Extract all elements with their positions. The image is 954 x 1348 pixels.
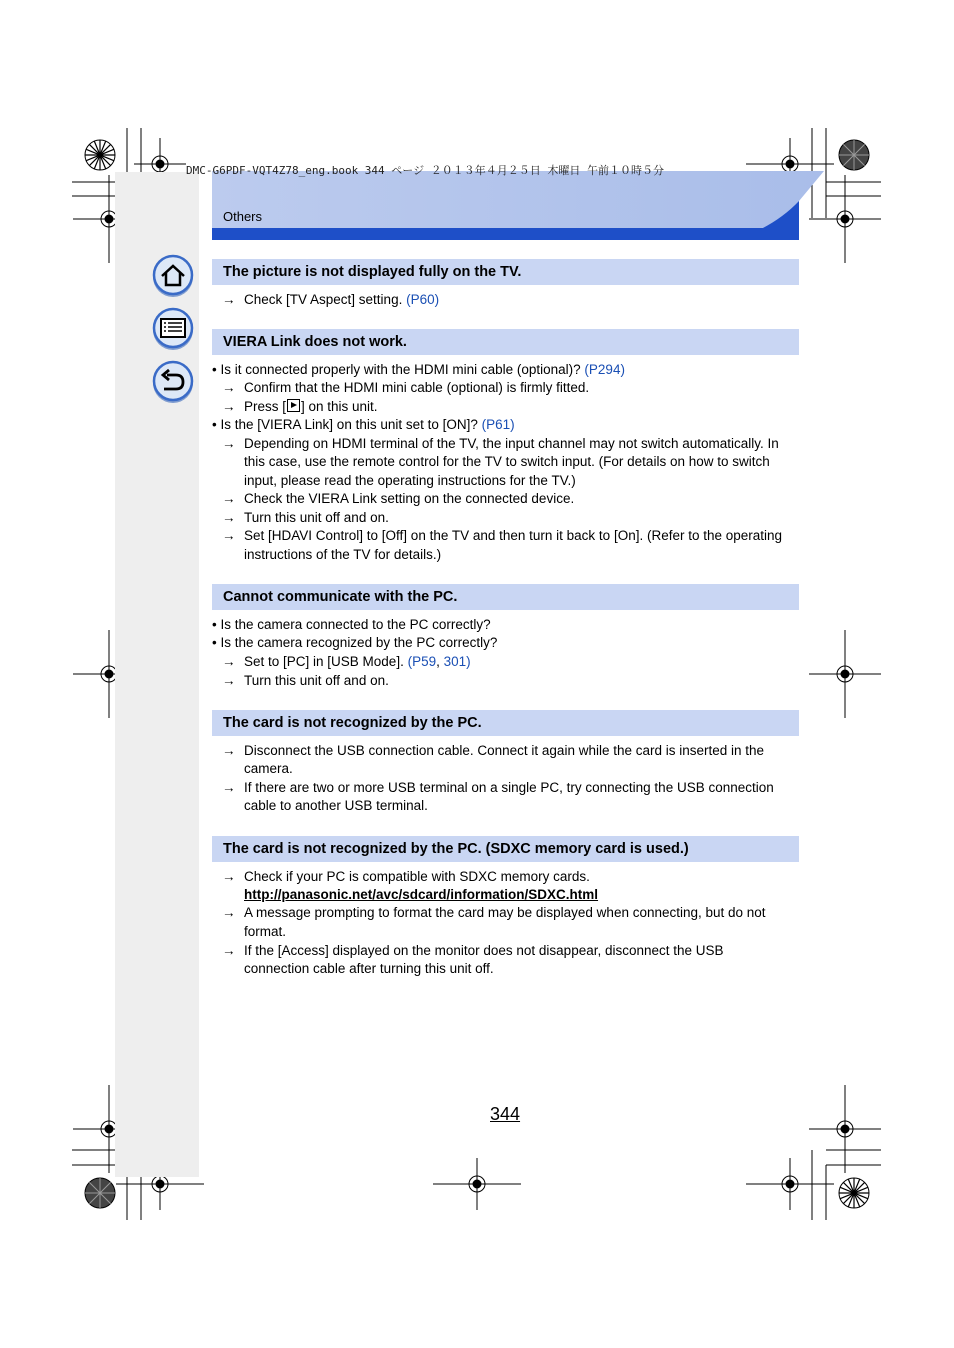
step-continuation: connection cable after turning this unit off. [244, 961, 494, 976]
step-continuation: format. [244, 924, 287, 939]
contents-button[interactable] [152, 308, 194, 350]
step-item: → Set [HDAVI Control] to [Off] on the TV and then turn it back to [On]. (Refer to the operating [222, 528, 783, 543]
step-item: → Press [ ] on this unit. [222, 399, 378, 414]
step-item: → A message prompting to format the card may be displayed when connecting, but do not [222, 905, 766, 920]
section-heading: The card is not recognized by the PC. [212, 710, 799, 736]
home-button[interactable] [152, 255, 194, 297]
step-continuation: input, please read the operating instructions for the TV.) [244, 473, 576, 488]
page-number: 344 [490, 1104, 521, 1124]
step-item: → Confirm that the HDMI mini cable (optional) is firmly fitted. [222, 380, 590, 395]
step-item: → Turn this unit off and on. [222, 510, 389, 525]
step-item: → Disconnect the USB connection cable. Connect it again while the card is inserted in the [222, 743, 765, 758]
play-icon [287, 399, 300, 412]
step-continuation: cable to another USB terminal. [244, 798, 428, 813]
arrow-glyph: → [222, 292, 236, 307]
step-continuation: instructions of the TV for details.) [244, 547, 442, 562]
step-item: → Turn this unit off and on. [222, 673, 389, 688]
page-link[interactable]: (P59 [407, 654, 437, 669]
bullet-item: • Is the camera connected to the PC correctly? [212, 617, 491, 632]
step-continuation: camera. [244, 761, 293, 776]
page-link[interactable]: (P60) [406, 292, 440, 307]
step-item: → If the [Access] displayed on the monitor does not disappear, disconnect the USB [222, 943, 724, 958]
header-banner [212, 171, 824, 241]
bullet-item: • Is the [VIERA Link] on this unit set to [ON]? (P61) [212, 417, 515, 432]
page-link[interactable]: (P294) [584, 362, 625, 377]
page-link[interactable]: 301) [443, 654, 471, 669]
step-item: → Check the VIERA Link setting on the connected device. [222, 491, 575, 506]
section-heading: VIERA Link does not work. [212, 329, 799, 355]
home-icon [152, 255, 194, 297]
section-heading: The picture is not displayed fully on the TV. [212, 259, 799, 285]
page-link[interactable]: (P61) [481, 417, 515, 432]
section-heading: Cannot communicate with the PC. [212, 584, 799, 610]
step-item: → Check if your PC is compatible with SDXC memory cards. [222, 869, 590, 884]
back-button[interactable] [152, 361, 194, 403]
bullet-item: • Is the camera recognized by the PC correctly? [212, 635, 498, 650]
step-item: → Set to [PC] in [USB Mode]. (P59, 301) [222, 654, 471, 669]
section-heading: The card is not recognized by the PC. (SDXC memory card is used.) [212, 836, 799, 862]
sdxc-info-link[interactable]: http://panasonic.net/avc/sdcard/information/SDXC.html [244, 887, 599, 902]
print-header: DMC-G6PDF-VQT4Z78_eng.book 344 ページ ２０１３年４月２５日 木曜日 午前１０時５分 [186, 164, 664, 177]
bullet-item: • Is it connected properly with the HDMI mini cable (optional)? (P294) [212, 362, 625, 377]
step-item: → Check [TV Aspect] setting. (P60) [222, 292, 440, 307]
back-arrow-icon [152, 361, 194, 403]
step-continuation: this case, use the remote control for the TV to switch input. (For details on how to switch [244, 454, 770, 469]
step-item: → If there are two or more USB terminal on a single PC, try connecting the USB connection [222, 780, 774, 795]
section-label: Others [223, 209, 263, 224]
step-item: → Depending on HDMI terminal of the TV, the input channel may not switch automatically. In [222, 436, 779, 451]
list-icon [152, 308, 194, 350]
